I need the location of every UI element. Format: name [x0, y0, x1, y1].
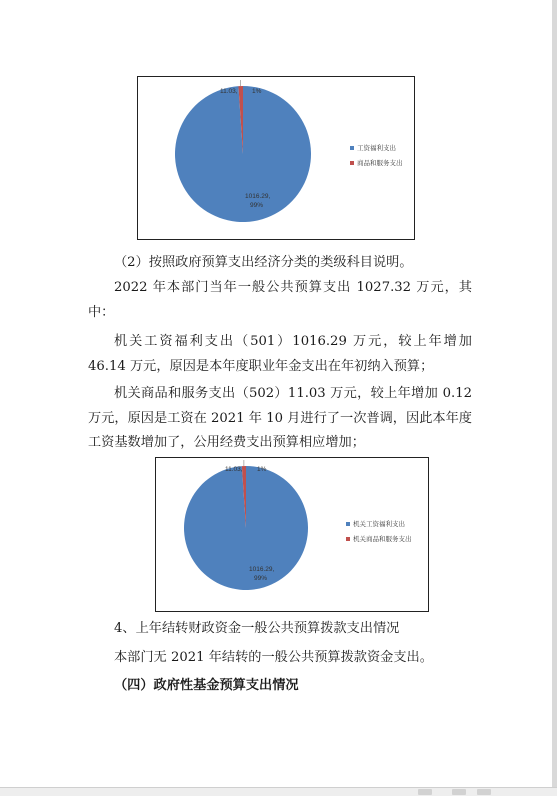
- legend-label-1: 机关工资福利支出: [353, 520, 405, 528]
- paragraph-1: （2）按照政府预算支出经济分类的类级科目说明。: [114, 255, 413, 270]
- pie-label-big-pct: 99%: [250, 202, 264, 209]
- paragraph-5: 4、上年结转财政资金一般公共预算拨款支出情况: [114, 621, 400, 636]
- pie-chart-1: [137, 76, 415, 240]
- pie-chart-2: [155, 457, 429, 612]
- pie-label-big-value: 1016.29,: [245, 193, 271, 200]
- pie-chart-1-svg: [138, 77, 414, 239]
- view-mode-button-3[interactable]: [477, 789, 491, 795]
- paragraph-6: 本部门无 2021 年结转的一般公共预算拨款资金支出。: [114, 650, 433, 665]
- paragraph-4: 机关商品和服务支出（502）11.03 万元，较上年增加 0.12 万元，原因是工资在 2021 年 10 月进行了一次普调，因此本年度工资基数增加了，公用经费支出预算相应增加；: [88, 386, 472, 450]
- pie-label-small-value: 11.03,: [220, 88, 238, 95]
- legend-label-2: 商品和服务支出: [357, 159, 403, 167]
- pie-label-big-value: 1016.29,: [249, 566, 275, 573]
- section-heading: （四）政府性基金预算支出情况: [114, 678, 299, 693]
- pie-chart-2-svg: [156, 458, 428, 611]
- legend-swatch-2: [346, 537, 350, 541]
- pie-label-small-pct: 1%: [257, 466, 267, 473]
- paragraph-3: 机关工资福利支出（501）1016.29 万元，较上年增加 46.14 万元，原因是本年度职业年金支出在年初纳入预算；: [88, 334, 472, 374]
- pie-label-small-pct: 1%: [252, 88, 262, 95]
- page-edge: [552, 0, 557, 795]
- legend-label-1: 工资福利支出: [357, 144, 396, 152]
- legend-swatch-1: [346, 522, 350, 526]
- pie-label-small-value: 11.03,: [225, 466, 243, 473]
- view-mode-button-2[interactable]: [452, 789, 466, 795]
- legend-swatch-1: [350, 146, 354, 150]
- legend-swatch-2: [350, 161, 354, 165]
- legend-label-2: 机关商品和服务支出: [353, 535, 412, 543]
- pie-label-big-pct: 99%: [254, 575, 268, 582]
- view-mode-button-1[interactable]: [418, 789, 432, 795]
- paragraph-2: 2022 年本部门当年一般公共预算支出 1027.32 万元，其中：: [88, 280, 472, 320]
